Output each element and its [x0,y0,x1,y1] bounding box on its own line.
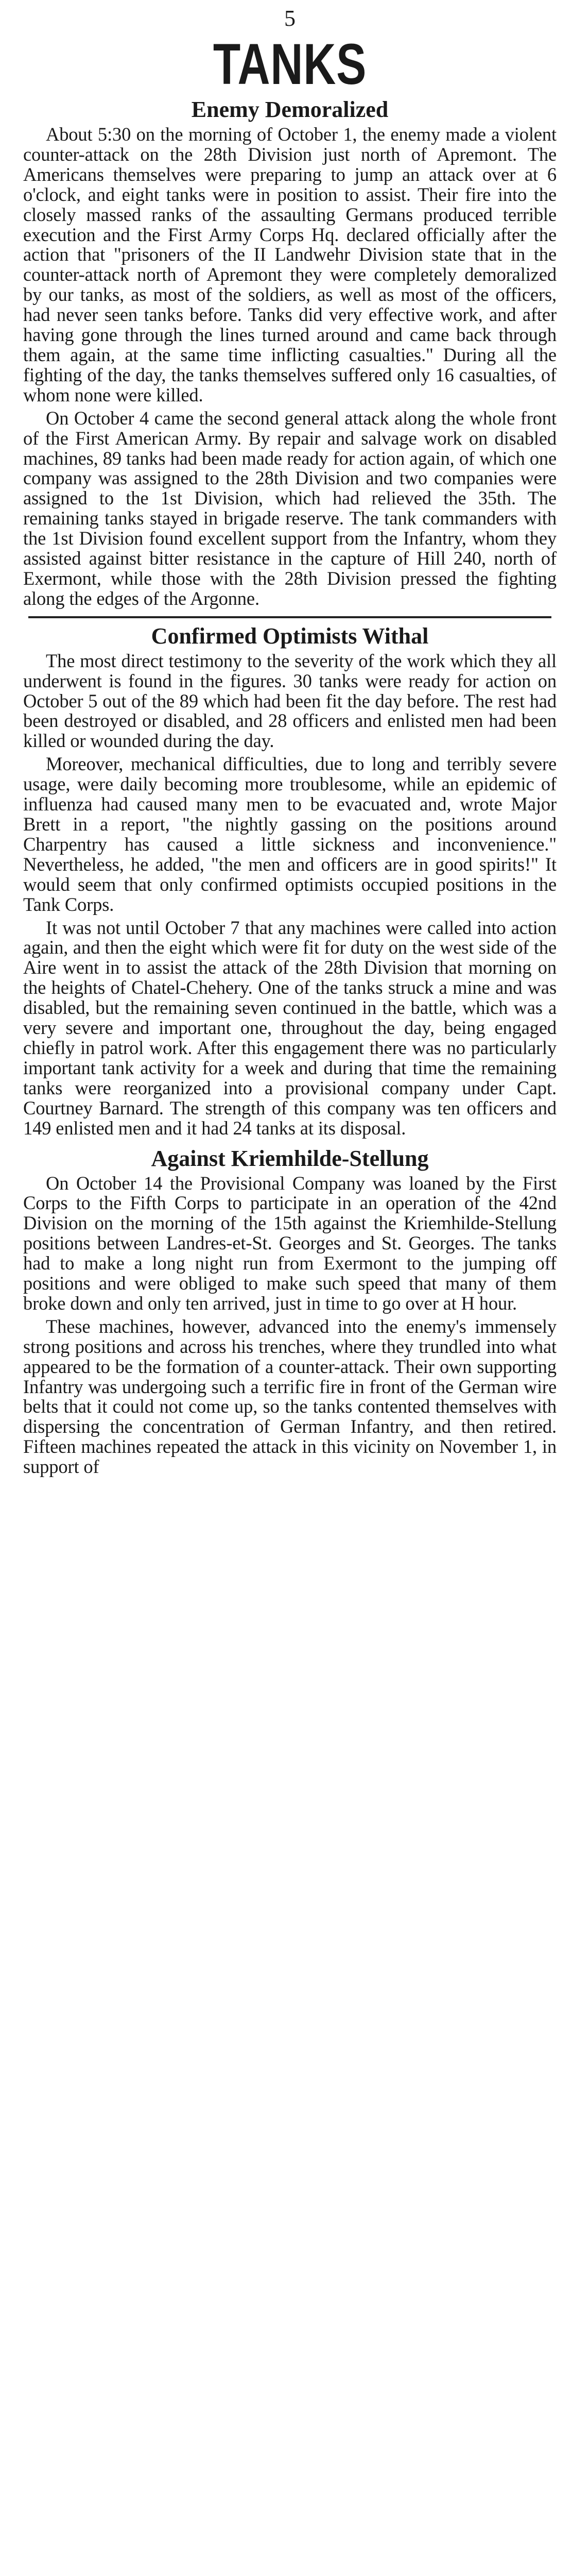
page-number: 5 [284,6,296,31]
section-heading: Against Kriemhilde-Stellung [151,1145,429,1171]
paragraph: These machines, however, advanced into the enemy's immensely strong positions and across his trenches, where they trundled into what appeared to be the formation of a counter-attack. Their own supporting Infantry was undergoing such a terrific fire in front of the German wire belts that it could not come up, so the tanks contented themselves with dispersing the concentration of German Infantry, and then retired. Fifteen machines repeated the attack in this vicinity on November 1, in support of [23,1315,557,1478]
section-heading: Enemy Demoralized [191,97,389,122]
article-title: TANKS [213,32,367,96]
section-enemy-demoralized [23,95,557,609]
section-confirmed-optimists [23,621,557,1139]
section-kriemhilde-stellung [23,1144,557,1478]
paragraph: It was not until October 7 that any machines were called into action again, and then the eight which were fit for duty on the west side of the Aire went in to assist the attack of the 28th Division that morning on the heights of Chatel-Chehery. One of the tanks struck a mine and was disabled, but the remaining seven continued in the battle, which was a very severe and important one, throughout the day, being engaged chiefly in patrol work. After this engagement there was no particularly important tank activity for a week and during that time the remaining tanks were reorganized into a provisional company under Capt. Courtney Barnard. The strength of this company was ten officers and 149 enlisted men and it had 24 tanks at its disposal. [23,917,557,1139]
section-heading: Confirmed Optimists Withal [151,623,429,649]
paragraph: About 5:30 on the morning of October 1, the enemy made a violent counter-attack on the 28th Division just north of Apremont. The Americans themselves were preparing to jump an attack over at 6 o'clock, and eight tanks were in position to assist. Their fire into the closely massed ranks of the assaulting Germans produced terrible execution and the First Army Corps Hq. declared officially after the action that "prisoners of the II Landwehr Division state that in the counter-attack north of Apremont they were completely demoralized by our tanks, as most of the soldiers, as well as most of the officers, had never seen tanks before. Tanks did very effective work, and after having gone through the lines turned around and came back through them again, at the same time inflicting casualties." During all the fighting of the day, the tanks themselves suffered only 16 casualties, of whom none were killed. [23,124,557,405]
section-divider [28,616,551,618]
paragraph: On October 4 came the second general attack along the whole front of the First American Army. By repair and salvage work on disabled machines, 89 tanks had been made ready for action again, of which one company was assigned to the 28th Division and two companies were assigned to the 1st Division, which had relieved the 35th. The remaining tanks stayed in brigade reserve. The tank commanders with the 1st Division found excellent support from the Infantry, whom they assisted against bitter resistance in the capture of Hill 240, north of Exermont, while those with the 28th Division pressed the fighting along the edges of the Argonne. [23,407,557,609]
paragraph: On October 14 the Provisional Company was loaned by the First Corps to the Fifth Corps to participate in an operation of the 42nd Division on the morning of the 15th against the Kriemhilde-Stellung positions between Landres-et-St. Georges and St. Georges. The tanks had to make a long night run from Exermont to the jumping off positions and were obliged to make such speed that many of them broke down and only ten arrived, just in time to go over at H hour. [23,1172,557,1314]
paragraph: The most direct testimony to the severity of the work which they all underwent is found in the figures. 30 tanks were ready for action on October 5 out of the 89 which had been fit the day before. The rest had been destroyed or disabled, and 28 officers and enlisted men had been killed or wounded during the day. [23,650,557,752]
paragraph: Moreover, mechanical difficulties, due to long and terribly severe usage, were daily becoming more troublesome, while an epidemic of influenza had caused many men to be evacuated and, wrote Major Brett in a report, "the nightly gassing on the positions around Charpentry has caused a little sickness and inconvenience." Nevertheless, he added, "the men and officers are in good spirits!" It would seem that only confirmed optimists occupied positions in the Tank Corps. [23,753,557,915]
